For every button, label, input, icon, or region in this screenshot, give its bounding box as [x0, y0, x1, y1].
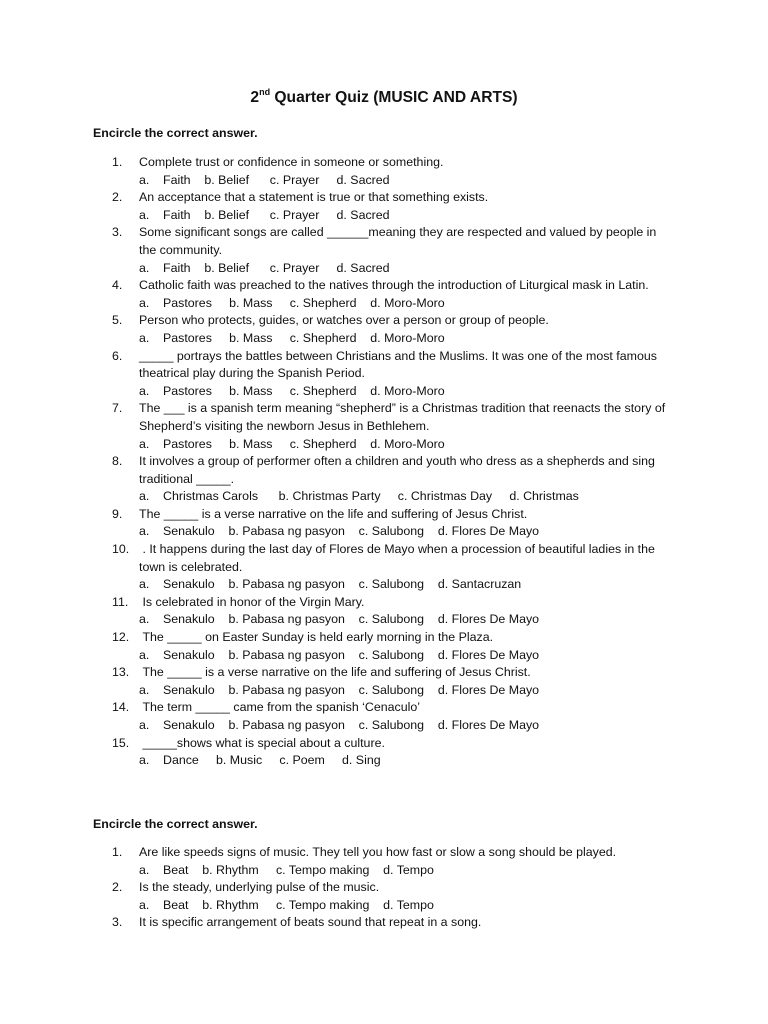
question-text: _____ portrays the battles between Christians and the Muslims. It was one of the most famous theatrical play during the Spanish Period. — [139, 348, 661, 381]
option-choices: Senakulo b. Pabasa ng pasyon c. Salubong d. Santacruzan — [163, 577, 522, 592]
option-letter-a: a. — [139, 383, 150, 398]
answer-options — [139, 488, 768, 506]
question-text: Catholic faith was preached to the natives through the introduction of Liturgical mask in Latin. — [139, 278, 649, 293]
answer-options — [139, 330, 768, 348]
question-item — [0, 879, 768, 914]
question-number: 3. — [112, 915, 123, 930]
option-choices: Senakulo b. Pabasa ng pasyon c. Salubong d. Flores De Mayo — [163, 647, 540, 662]
question-item — [0, 189, 768, 224]
option-letter-a: a. — [139, 897, 150, 912]
question-text: Complete trust or confidence in someone or something. — [139, 155, 444, 169]
answer-options — [139, 647, 768, 665]
question-number: 12. — [112, 630, 130, 645]
option-letter-a: a. — [139, 260, 150, 275]
question-item — [0, 629, 768, 664]
question-text: Is celebrated in honor of the Virgin Mary. — [139, 594, 365, 609]
option-choices: Senakulo b. Pabasa ng pasyon c. Salubong d. Flores De Mayo — [163, 612, 540, 627]
question-item — [0, 914, 768, 932]
option-letter-a: a. — [139, 577, 150, 592]
option-letter-a: a. — [139, 489, 150, 504]
option-letter-a: a. — [139, 682, 150, 697]
page-title — [0, 88, 768, 108]
question-number: 15. — [112, 735, 130, 750]
question-item — [0, 400, 768, 453]
answer-options — [139, 752, 768, 770]
answer-options — [139, 295, 768, 313]
question-text: An acceptance that a statement is true or that something exists. — [139, 190, 489, 205]
option-letter-a: a. — [139, 207, 150, 222]
option-choices: Faith b. Belief c. Prayer d. Sacred — [163, 172, 390, 187]
section1-question-list — [0, 154, 768, 770]
question-number: 6. — [112, 348, 123, 363]
option-letter-a: a. — [139, 862, 150, 877]
option-letter-a: a. — [139, 330, 150, 345]
option-choices: Faith b. Belief c. Prayer d. Sacred — [163, 207, 390, 222]
option-choices: Beat b. Rhythm c. Tempo making d. Tempo — [163, 897, 434, 912]
question-item — [0, 594, 768, 629]
question-text: Some significant songs are called ______meaning they are respected and valued by people in the community. — [139, 225, 660, 257]
question-text: The _____ is a verse narrative on the life and suffering of Jesus Christ. — [139, 665, 531, 680]
option-letter-a: a. — [139, 524, 150, 539]
option-letter-a: a. — [139, 718, 150, 732]
question-number: 1. — [112, 155, 123, 169]
question-number: 5. — [112, 313, 123, 328]
option-choices: Pastores b. Mass c. Shepherd d. Moro-Moro — [163, 330, 445, 345]
option-choices: Pastores b. Mass c. Shepherd d. Moro-Moro — [163, 383, 445, 398]
question-text: The _____ is a verse narrative on the life and suffering of Jesus Christ. — [139, 506, 528, 521]
answer-options — [139, 172, 768, 190]
option-choices: Dance b. Music c. Poem d. Sing — [163, 753, 381, 768]
option-choices: Faith b. Belief c. Prayer d. Sacred — [163, 260, 390, 275]
answer-options — [139, 207, 768, 225]
question-number: 9. — [112, 506, 123, 521]
question-item — [0, 541, 768, 594]
question-text: _____shows what is special about a culture. — [139, 735, 385, 750]
question-item — [0, 699, 768, 734]
question-item — [0, 844, 768, 879]
option-letter-a: a. — [139, 436, 150, 451]
question-number: 2. — [112, 880, 123, 895]
option-letter-a: a. — [139, 172, 150, 187]
option-letter-a: a. — [139, 647, 150, 662]
option-choices: Senakulo b. Pabasa ng pasyon c. Salubong d. Flores De Mayo — [163, 718, 540, 732]
question-number: 14. — [112, 700, 130, 715]
answer-options — [139, 260, 768, 278]
question-text: The ___ is a spanish term meaning “shepherd” is a Christmas tradition that reenacts the story of Shepherd’s visiting the newborn Jesus in Bethlehem. — [139, 401, 669, 433]
question-text: . It happens during the last day of Flores de Mayo when a procession of beautiful ladies in the town is celebrated. — [139, 542, 659, 574]
option-choices: Pastores b. Mass c. Shepherd d. Moro-Moro — [163, 436, 445, 451]
option-choices: Pastores b. Mass c. Shepherd d. Moro-Moro — [163, 295, 445, 310]
question-text: The term _____ came from the spanish ‘Cenaculo’ — [139, 700, 421, 715]
answer-options — [139, 523, 768, 541]
question-item — [0, 453, 768, 506]
option-letter-a: a. — [139, 295, 150, 310]
answer-options — [139, 862, 768, 880]
option-choices: Senakulo b. Pabasa ng pasyon c. Salubong d. Flores De Mayo — [163, 524, 540, 539]
question-item — [0, 348, 768, 401]
section1-instruction: Encircle the correct answer. — [93, 126, 258, 140]
answer-options — [139, 436, 768, 454]
question-text: Are like speeds signs of music. They tell you how fast or slow a song should be played. — [139, 845, 617, 859]
option-letter-a: a. — [139, 612, 150, 627]
question-item — [0, 154, 768, 189]
question-item — [0, 277, 768, 312]
question-text: It involves a group of performer often a children and youth who dress as a shepherds and sing traditional _____. — [139, 454, 659, 486]
section2-instruction: Encircle the correct answer. — [93, 817, 258, 831]
answer-options — [139, 576, 768, 594]
question-item — [0, 312, 768, 347]
option-choices: Senakulo b. Pabasa ng pasyon c. Salubong d. Flores De Mayo — [163, 682, 540, 697]
question-number: 10. — [112, 542, 130, 557]
answer-options — [139, 717, 768, 735]
question-number: 2. — [112, 190, 123, 205]
question-number: 8. — [112, 454, 123, 469]
section2-question-list — [0, 844, 768, 932]
option-letter-a: a. — [139, 753, 150, 768]
option-choices: Christmas Carols b. Christmas Party c. Christmas Day d. Christmas — [163, 489, 579, 504]
question-number: 3. — [112, 225, 123, 240]
option-choices: Beat b. Rhythm c. Tempo making d. Tempo — [163, 862, 434, 877]
question-number: 1. — [112, 845, 123, 859]
question-text: Is the steady, underlying pulse of the music. — [139, 880, 380, 895]
title-prefix: 2 — [250, 89, 260, 106]
question-number: 13. — [112, 665, 130, 680]
answer-options — [139, 383, 768, 401]
answer-options — [139, 897, 768, 915]
question-number: 11. — [112, 594, 129, 609]
answer-options — [139, 611, 768, 629]
question-item — [0, 735, 768, 770]
question-text: Person who protects, guides, or watches over a person or group of people. — [139, 313, 549, 328]
question-text: The _____ on Easter Sunday is held early morning in the Plaza. — [139, 630, 494, 645]
title-text: Quarter Quiz (MUSIC AND ARTS) — [270, 89, 518, 106]
question-number: 7. — [112, 401, 123, 416]
title-superscript: nd — [259, 86, 271, 97]
question-text: It is specific arrangement of beats sound that repeat in a song. — [139, 915, 482, 930]
question-item — [0, 224, 768, 277]
question-item — [0, 664, 768, 699]
question-item — [0, 506, 768, 541]
answer-options — [139, 682, 768, 700]
question-number: 4. — [112, 278, 123, 293]
